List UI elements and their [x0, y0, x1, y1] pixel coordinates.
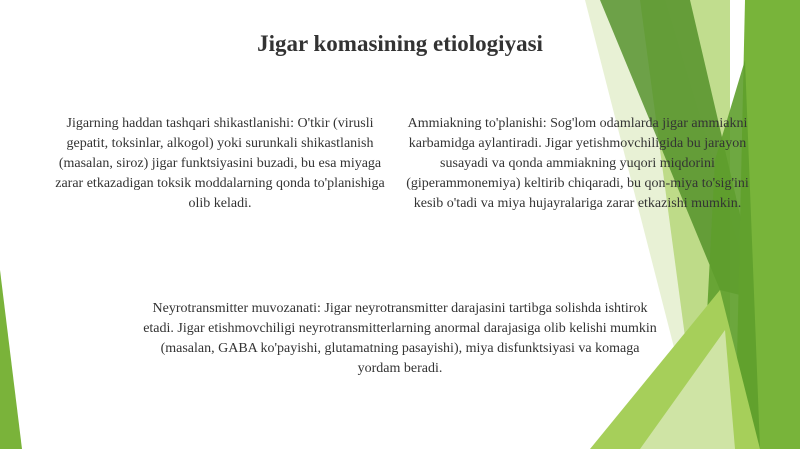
paragraph-liver-damage: Jigarning haddan tashqari shikastlanishi: O'tkir (virusli gepatit, toksinlar, alkogol) yoki surunkali shikastlanish (masalan, siroz) jigar funktsiyasini buzadi, bu esa miyaga zarar etkazadigan toksik moddalarning qonda to'planishiga olib keladi.: [55, 116, 385, 211]
slide-title: Jigar komasining etiologiyasi: [257, 31, 543, 56]
paragraph-ammonia: Ammiakning to'planishi: Sog'lom odamlarda jigar ammiakni karbamidga aylantiradi. Jigar yetishmovchiligida bu jarayon susayadi va qonda ammiakning yuqori miqdorini (giperammonemiya) keltirib chiqaradi, bu qon-miya to'sig'ini kesib o'tadi va miya hujayralariga zarar etkazishi mumkin.: [406, 116, 749, 211]
left-edge-shape: [0, 270, 22, 449]
paragraph-neurotransmitter: Neyrotransmitter muvozanati: Jigar neyrotransmitter darajasini tartibga solishda ishtirok etadi. Jigar etishmovchiligi neyrotransmitterlarning anormal darajasiga olib kelishi mumkin (masalan, GABA ko'payishi, glutamatning pasayishi), miya disfunktsiyasi va komaga yordam beradi.: [143, 301, 657, 376]
